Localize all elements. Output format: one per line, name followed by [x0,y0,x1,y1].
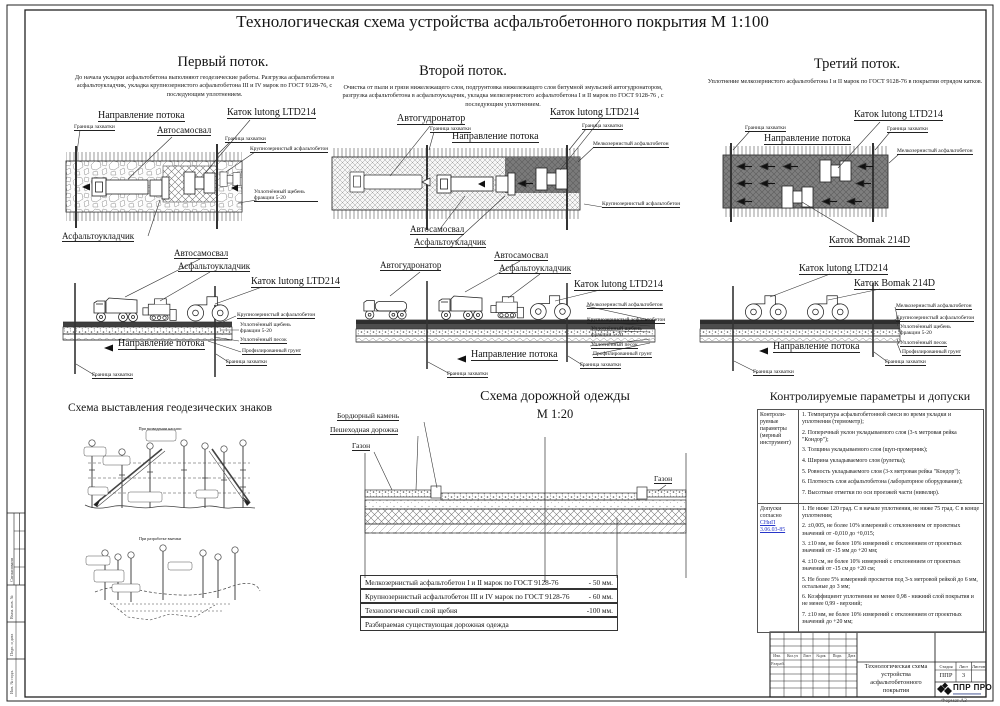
sec2-gravel-label: Уплотнённый щебень фракции 5-20 [591,326,642,339]
control-row2-items [799,504,983,632]
titleblock-developed: Разраб. [771,661,785,666]
geodetic-sub2: При разработке выемки [138,536,182,541]
sec1-paver-label: Асфальтоукладчик [178,261,251,271]
pavement-title: Схема дорожной одежды [480,389,630,404]
titleblock-col-koluch: Кол.уч [787,654,798,658]
stream1-description: До начала укладки асфальтобетона выполняют геодезические работы. Разгрузка асфальтобетона в асфальтоукладчик, укладка крупнозернистого асфальтобетона III и IV марок по ГОСТ 9128-76, с последующим уплотнением. [74,74,335,98]
snip-link[interactable]: СНиП 3.06.03-85 [760,519,786,533]
plan1-roller-label: Каток lutong LTD214 [227,107,316,118]
legend-row [360,589,618,603]
stream3-title: Третий поток. [813,56,901,72]
control-item: 3. Толщина укладываемого слоя (щуп-промерник); [802,447,928,454]
legend-name: Технологический слой щебня [365,605,458,615]
plan3-fine-asphalt-label: Мелкозернистый асфальтобетон [897,148,973,154]
control-row1-items [799,410,983,503]
control-row1-head: Контроли-руемые параметры (мерный инструмент) [758,410,799,503]
geodetic-sub1: При возведении насыпи [138,426,182,431]
strip-inv-label: Инв. № подл. [9,670,14,694]
plan3-flow-direction-label: Направление потока [764,133,851,144]
sec3-fine-asphalt-label: Мелкозернистый асфальтобетон [896,303,972,309]
sec1-boundary-label: Граница захватки [92,372,133,378]
titleblock-col-ndok: №док [816,654,826,658]
control-row2-head-text: Допуски согласно [760,505,782,519]
plan1-dump-truck-label: Автосамосвал [157,125,212,135]
sec1-soil-label: Профилированный грунт [242,348,302,354]
legend-name: Крупнозернистый асфальтобетон III и IV марок по ГОСТ 9128-76 [365,591,570,601]
sec2-boundary-label: Граница захватки [580,362,621,368]
control-item: 6. Плотность слоя асфальтобетона (лабораторное оборудование); [802,479,963,486]
titleblock-col-izm: Изм. [773,654,781,658]
sec3-boundary-label: Граница захватки [753,369,794,375]
plan2-coarse-asphalt-label: Крупнозернистый асфальтобетон [602,201,681,207]
control-item: 1. Температура асфальтобетонной смеси во время укладки и уплотнения (термометр); [802,412,952,426]
plan2-boundary-label: Граница захватки [582,123,623,129]
control-table-title: Контролируемые параметры и допуски [769,389,971,403]
control-item: 4. ±10 см, не более 10% измерений с отклонением от проектных значений от -15 см до +20 см; [802,558,961,572]
sec3-coarse-asphalt-label: Крупнозернистый асфальтобетон [896,315,975,321]
sec3-flow-direction-label: Направление потока [773,341,860,352]
titleblock-sheet-label: Лист [959,664,968,669]
plan1-flow-direction-label: Направление потока [98,110,185,121]
page-title: Технологическая схема устройства асфальтобетонного покрытия М 1:100 [236,12,769,31]
plan3-boundary-label: Граница захватки [887,126,928,132]
legend-row [360,575,618,589]
plan1-boundary-label: Граница захватки [225,136,266,142]
plan2-dump-truck-label: Автосамосвал [410,224,465,234]
sec2-roller-label: Каток lutong LTD214 [574,279,663,290]
legend-value: -100 мм. [586,605,613,615]
control-item: 6. Коэффициент уплотнения не менее 0,98 - нижний слой покрытия и не менее 0,99 - верхний; [802,594,974,608]
sec3-roller-bomak-label: Каток Bomak 214D [854,278,935,289]
sec2-paver-label: Асфальтоукладчик [499,263,572,273]
plan3-roller-label: Каток lutong LTD214 [854,109,943,120]
plan1-gravel-label: Уплотнённый щебень фракции 5-20 [254,189,318,202]
plan2-flow-direction-label: Направление потока [452,131,539,142]
control-table [757,409,984,633]
geodetic-title: Схема выставления геодезических знаков [67,402,273,414]
control-item: 4. Ширина укладываемого слоя (рулетка); [802,458,906,465]
sec1-flow-direction-label: Направление потока [118,338,205,349]
sec2-flow-direction-label: Направление потока [471,349,558,360]
titleblock-sheets-label: Листов [971,664,986,669]
control-item: 3. ±10 мм, не более 10% измерений с отклонением от проектных значений от -15 мм до +20 мм; [802,541,962,555]
sec3-boundary-label: Граница захватки [885,359,926,365]
sec2-sprayer-label: Автогудронатор [380,260,442,270]
sec3-soil-label: Профилированный грунт [902,349,962,355]
stream2-title: Второй поток. [419,63,507,79]
legend-value: - 60 мм. [588,591,613,601]
legend-value: - 50 мм. [588,577,613,587]
stream1-title: Первый поток. [177,54,269,70]
control-row-tolerances [758,504,983,632]
plan1-boundary-label: Граница захватки [74,124,115,130]
plan2-fine-asphalt-label: Мелкозернистый асфальтобетон [593,141,669,147]
titleblock-stage-label: Стадия [939,664,953,669]
strip-vzam-label: Взам. инв. № [9,595,14,619]
titleblock-sheet-value: 3 [961,672,966,679]
legend-row [360,603,618,617]
pavement-scale: М 1:20 [536,407,574,421]
strip-podp-label: Подп. и дата [9,633,14,656]
sec1-boundary-label: Граница захватки [226,359,267,365]
stream2-description: Очистка от пыли и грязи нижележащего слоя, подгрунтовка нижележащего слоя битумной эмульсией автогудронатором, разгрузка асфальтобетона в асфальтоукладчик, укладка мелкозернистого асфальтобетона I и II марок по ГОСТ 9128-76 , с последующим уплотнением. [342,84,664,108]
sec2-boundary-label: Граница захватки [447,371,488,377]
sec3-gravel-label: Уплотнённый щебень фракции 5-20 [900,324,951,337]
plan3-roller-bomak-label: Каток Bomak 214D [829,235,910,246]
titleblock-doc-title: Технологическая схема устройства асфальтобетонного покрытия [864,662,928,695]
stream3-description: Уплотнение мелкозернистого асфальтобетона I и II марок по ГОСТ 9128-76 в покрытии отрядом катков. [707,78,983,85]
control-item: 2. Поперечный уклон укладываемого слоя (3-х метровая рейка "Кондор"); [802,429,957,443]
sec2-soil-label: Профилированный грунт [593,351,653,357]
control-item: 5. Ровность укладываемого слоя (3-х метровая рейка "Кондор"); [802,468,961,475]
sec1-dump-truck-label: Автосамосвал [174,248,229,258]
sec2-dump-truck-label: Автосамосвал [494,250,549,260]
control-item: 2. ±0,005, не более 10% измерений с отклонением от проектных значений от -0,010 до +0,015; [802,523,961,537]
sec1-gravel-label: Уплотнённый щебень фракции 5-20 [240,322,291,335]
sec3-sand-label: Уплотнённый песок [900,340,947,346]
plan2-roller-label: Каток lutong LTD214 [550,107,639,118]
titleblock-stage-value: ППР [939,672,953,679]
sec2-coarse-asphalt-label: Крупнозернистый асфальтобетон [587,317,666,323]
legend-name: Разбираемая существующая дорожная одежда [365,619,509,629]
legend-name: Мелкозернистый асфальтобетон I и II марок по ГОСТ 9128-76 [365,577,559,587]
plan2-sprayer-label: Автогудронатор [397,113,466,124]
titleblock-col-list: Лист [803,654,811,658]
control-item: 5. Не более 5% измерений просветов под 3-х метровой рейкой до 6 мм, остальные до 3 мм; [802,576,978,590]
titleblock-col-podp: Подп. [832,654,843,658]
sec1-coarse-asphalt-label: Крупнозернистый асфальтобетон [237,312,316,318]
plan3-boundary-label: Граница захватки [745,125,786,131]
ppr-pro-logo: ППР ПРО [953,683,993,692]
pavement-lawn-right-label: Газон [654,474,673,483]
format-note: Формат А3 [941,698,968,704]
control-item: 1. Не ниже 120 град. С в начале уплотнения, не ниже 75 град. С в конце уплотнения; [802,505,980,519]
sec1-roller-label: Каток lutong LTD214 [251,276,340,287]
control-row-parameters [758,410,983,504]
pavement-curb-label: Бордюрный камень [337,411,400,420]
plan1-paver-label: Асфальтоукладчик [62,231,135,241]
plan1-coarse-asphalt-label: Крупнозернистый асфальтобетон [250,146,329,152]
strip-approved-label: Согласовано [8,557,14,582]
titleblock-col-data: Дата [847,654,856,658]
legend-row [360,617,618,631]
control-item: 7. Высотные отметки по оси проезжей части (нивелир). [802,490,940,497]
plan2-paver-label: Асфальтоукладчик [414,237,487,247]
sec2-fine-asphalt-label: Мелкозернистый асфальтобетон [587,302,663,308]
control-row2-head [758,504,799,632]
sec2-sand-label: Уплотнённый песок [591,342,638,348]
control-item: 7. ±10 мм, не более 10% измерений с отклонением от проектных значений до +20 мм; [802,612,962,626]
pavement-walkway-label: Пешеходная дорожка [330,425,399,434]
pavement-lawn-left-label: Газон [352,441,371,450]
sec3-roller-label: Каток lutong LTD214 [799,263,888,274]
sec1-sand-label: Уплотнённый песок [240,337,287,343]
plan2-boundary-label: Граница захватки [430,126,471,132]
